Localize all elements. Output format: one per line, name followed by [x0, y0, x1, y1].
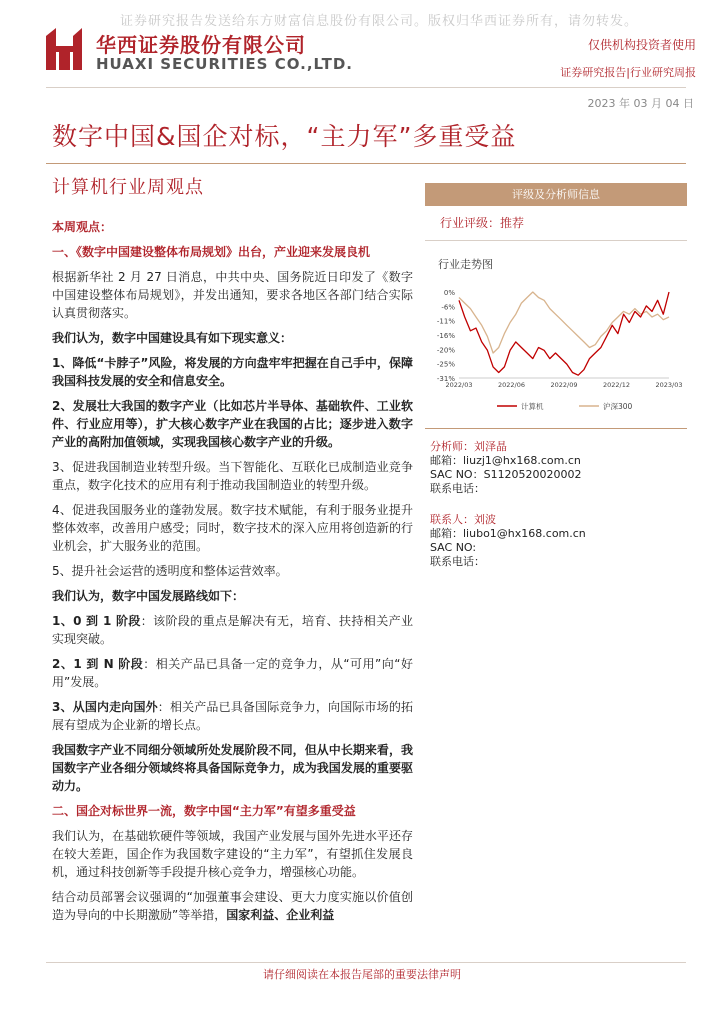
paragraph-5: 3、促进我国制造业转型升级。当下智能化、互联化已成制造业竞争重点，数字化技术的应用有利于推动我国制造业的转型升级。 [52, 460, 413, 492]
legend-label: 沪深300 [603, 402, 633, 411]
company-name-cn: 华西证券股份有限公司 [96, 33, 306, 57]
analyst-info [430, 440, 582, 496]
analyst-name: 分析师：刘泽晶 [430, 440, 507, 453]
y-tick-label: -25% [436, 360, 455, 369]
y-tick-label: -16% [436, 332, 455, 340]
company-logo [46, 28, 82, 70]
y-tick-label: -11% [436, 317, 455, 326]
stage-3-text: ：相关产品已具备国际竞争力，向国际市场的拓展有望成为企业新的增长点。 [52, 700, 413, 732]
paragraph-12: 我国数字产业不同细分领域所处发展阶段不同，但从中长期来看，我国数字产业各细分领域终将具备国际竞争力，成为我国发展的重要驱动力。 [52, 743, 413, 793]
contact-sac: SAC NO: [430, 541, 477, 554]
paragraph-7: 5、提升社会运营的透明度和整体运营效率。 [52, 564, 288, 578]
report-type: 证券研究报告|行业研究周报 [560, 66, 696, 79]
paragraph-8: 我们认为，数字中国发展路线如下： [52, 589, 245, 603]
report-title: 数字中国&国企对标，“主力军”多重受益 [52, 122, 517, 151]
rating-divider [425, 240, 687, 241]
contact-email: 邮箱：liubo1@hx168.com.cn [430, 527, 586, 540]
x-tick-label: 2022/03 [445, 381, 473, 389]
legend-label: 计算机 [521, 402, 544, 411]
company-name-en: HUAXI SECURITIES CO.,LTD. [96, 55, 353, 73]
series-line-computer [459, 292, 669, 375]
y-tick-label: -31% [436, 375, 455, 383]
y-tick-label: 0% [443, 289, 455, 297]
paragraph-14-bold: 国家利益、企业利益 [226, 908, 335, 922]
paragraph-6: 4、促进我国服务业的蓬勃发展。数字技术赋能，有利于服务业提升整体效率，改善用户感受；同时，数字技术的深入应用将创造新的行业机会，扩大服务业的范围。 [52, 503, 413, 553]
report-subtitle: 计算机行业周观点 [52, 177, 204, 198]
industry-rating: 行业评级：推荐 [440, 216, 525, 230]
paragraph-10 [52, 655, 413, 691]
report-date: 2023 年 03 月 04 日 [587, 97, 694, 110]
stage-2-text: ：相关产品已具备一定的竞争力，从“可用”向“好用”发展。 [52, 657, 413, 689]
paragraph-1: 根据新华社 2 月 27 日消息，中共中央、国务院近日印发了《数字中国建设整体布局规划》，并发出通知，要求各地区各部门结合实际认真贯彻落实。 [52, 270, 413, 320]
audience-note: 仅供机构投资者使用 [587, 38, 696, 52]
section-2-title: 二、国企对标世界一流，数字中国“主力军”有望多重受益 [52, 804, 356, 818]
industry-trend-chart [425, 280, 687, 420]
y-tick-label: -20% [436, 346, 455, 355]
paragraph-9 [52, 612, 413, 648]
stage-3-label: 3、从国内走向国外 [52, 700, 158, 714]
analyst-email: 邮箱：liuzj1@hx168.com.cn [430, 454, 581, 467]
legal-notice: 请仔细阅读在本报告尾部的重要法律声明 [263, 968, 461, 981]
analyst-sac: SAC NO：S1120520020002 [430, 468, 582, 481]
header-divider [46, 87, 686, 88]
chart-divider [425, 428, 687, 429]
footer-divider [46, 962, 686, 963]
paragraph-3: 1、降低“卡脖子”风险，将发展的方向盘牢牢把握在自己手中，保障我国科技发展的安全和信息安全。 [52, 356, 413, 388]
paragraph-11 [52, 698, 413, 734]
paragraph-2: 我们认为，数字中国建设具有如下现实意义： [52, 331, 293, 345]
paragraph-4: 2、发展壮大我国的数字产业（比如芯片半导体、基础软件、工业软件、行业应用等），扩大核心数字产业在我国的占比；逐步进入数字产业的高附加值领域，实现我国核心数字产业的升级。 [52, 399, 413, 449]
stage-2-label: 2、1 到 N 阶段 [52, 657, 144, 671]
watermark: 证券研究报告发送给东方财富信息股份有限公司。版权归华西证券所有，请勿转发。 [120, 14, 639, 29]
series-line-hs300 [459, 292, 669, 353]
contact-name: 联系人：刘波 [430, 513, 496, 526]
x-tick-label: 2022/12 [602, 381, 631, 389]
x-tick-label: 2022/09 [550, 381, 578, 389]
stage-1-label: 1、0 到 1 阶段 [52, 614, 141, 628]
title-divider [46, 163, 686, 164]
contact-info [430, 513, 586, 569]
x-tick-label: 2023/03 [655, 381, 683, 389]
paragraph-13: 我们认为，在基础软硬件等领域，我国产业发展与国外先进水平还存在较大差距，国企作为我国数字建设的“主力军”，有望抓住发展良机，通过科技创新等手段提升核心竞争力，增强核心功能。 [52, 829, 413, 879]
stage-1-text: ：该阶段的重点是解决有无，培育、扶持相关产业实现突破。 [52, 614, 413, 646]
x-tick-label: 2022/06 [497, 381, 526, 389]
paragraph-14-text: 结合动员部署会议强调的“加强董事会建设、更大力度实施以价值创造为导向的中长期激励”等举措， [52, 890, 413, 922]
contact-phone: 联系电话： [430, 555, 485, 568]
main-content [52, 218, 413, 931]
trend-chart-title: 行业走势图 [438, 258, 493, 271]
weekly-heading: 本周观点： [52, 220, 113, 234]
paragraph-14 [52, 888, 413, 924]
section-1-title: 一、《数字中国建设整体布局规划》出台，产业迎来发展良机 [52, 245, 371, 259]
y-tick-label: -6% [441, 303, 455, 312]
sidebar-header: 评级及分析师信息 [425, 183, 687, 206]
analyst-phone: 联系电话： [430, 482, 485, 495]
